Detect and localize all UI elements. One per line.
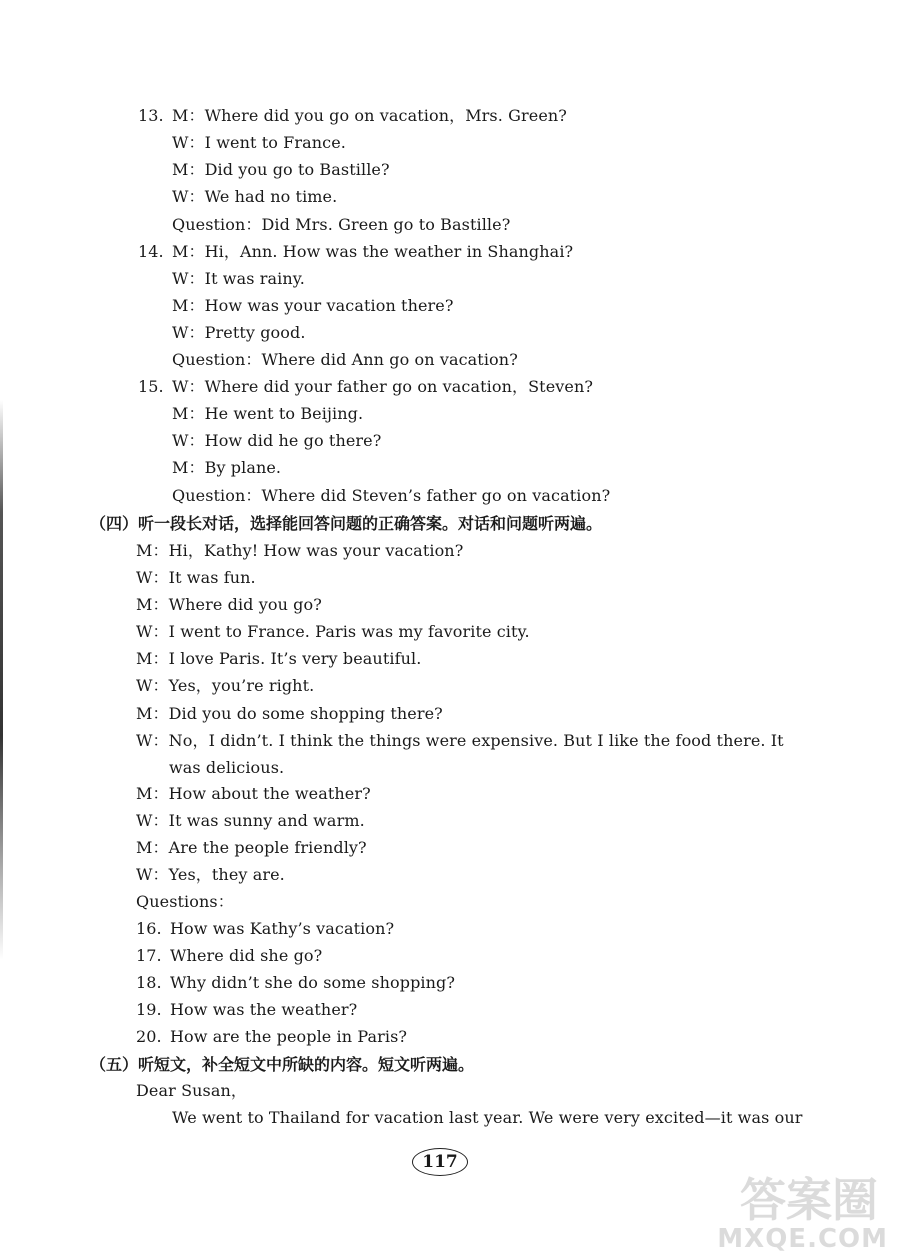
dialogue-line: W：I went to France. Paris was my favorite city. <box>136 622 530 641</box>
q14-line-3: M：How was your vacation there? <box>172 296 454 315</box>
q15-line-4: M：By plane. <box>172 458 282 477</box>
q15-line-1: 15. W：Where did your father go on vacation，Steven? <box>138 377 594 396</box>
dialogue-line: W：No，I didn’t. I think the things were expensive. But I like the food there. It <box>136 731 784 750</box>
q15-question: Question：Where did Steven’s father go on vacation? <box>172 486 611 505</box>
dialogue-line: M：I love Paris. It’s very beautiful. <box>136 649 422 668</box>
dialogue-line: M：How about the weather? <box>136 784 371 803</box>
questions-label: Questions： <box>136 892 234 911</box>
binding-shadow <box>0 400 3 960</box>
dialogue-line: W：Yes，they are. <box>136 865 285 884</box>
dialogue-line: W：It was fun. <box>136 568 256 587</box>
q15-line-2: M：He went to Beijing. <box>172 404 364 423</box>
watermark-en: MXQE.COM <box>717 1224 888 1254</box>
question-item: 18. Why didn’t she do some shopping? <box>136 973 456 992</box>
dialogue-line: W：Yes，you’re right. <box>136 676 315 695</box>
q13-line-3: M：Did you go to Bastille? <box>172 160 390 179</box>
dialogue-line-continued: was delicious. <box>169 758 285 777</box>
dialogue-line: M：Where did you go? <box>136 595 322 614</box>
q13-line-1: 13. M：Where did you go on vacation，Mrs. Green? <box>138 106 567 125</box>
dialogue-line: M：Hi，Kathy! How was your vacation? <box>136 541 464 560</box>
q13-question: Question：Did Mrs. Green go to Bastille? <box>172 215 511 234</box>
q14-line-1: 14. M：Hi，Ann. How was the weather in Shanghai? <box>138 242 574 261</box>
q13-line-2: W：I went to France. <box>172 133 346 152</box>
question-item: 19. How was the weather? <box>136 1000 358 1019</box>
question-item: 17. Where did she go? <box>136 946 323 965</box>
watermark-cn: 答案圈 <box>740 1173 878 1227</box>
letter-salutation: Dear Susan， <box>136 1081 247 1100</box>
dialogue-line: M：Did you do some shopping there? <box>136 704 443 723</box>
section-4-heading: （四）听一段长对话，选择能回答问题的正确答案。对话和问题听两遍。 <box>90 514 603 533</box>
q14-line-2: W：It was rainy. <box>172 269 305 288</box>
q15-line-3: W：How did he go there? <box>172 431 382 450</box>
question-item: 16. How was Kathy’s vacation? <box>136 919 395 938</box>
dialogue-line: W：It was sunny and warm. <box>136 811 365 830</box>
watermark-logo <box>702 1164 892 1254</box>
letter-body-line: We went to Thailand for vacation last year. We were very excited—it was our <box>172 1108 803 1127</box>
question-item: 20. How are the people in Paris? <box>136 1027 408 1046</box>
q14-question: Question：Where did Ann go on vacation? <box>172 350 518 369</box>
page-number: 117 <box>412 1148 468 1176</box>
section-5-heading: （五）听短文，补全短文中所缺的内容。短文听两遍。 <box>90 1055 475 1074</box>
dialogue-line: M：Are the people friendly? <box>136 838 367 857</box>
q14-line-4: W：Pretty good. <box>172 323 306 342</box>
q13-line-4: W：We had no time. <box>172 187 338 206</box>
